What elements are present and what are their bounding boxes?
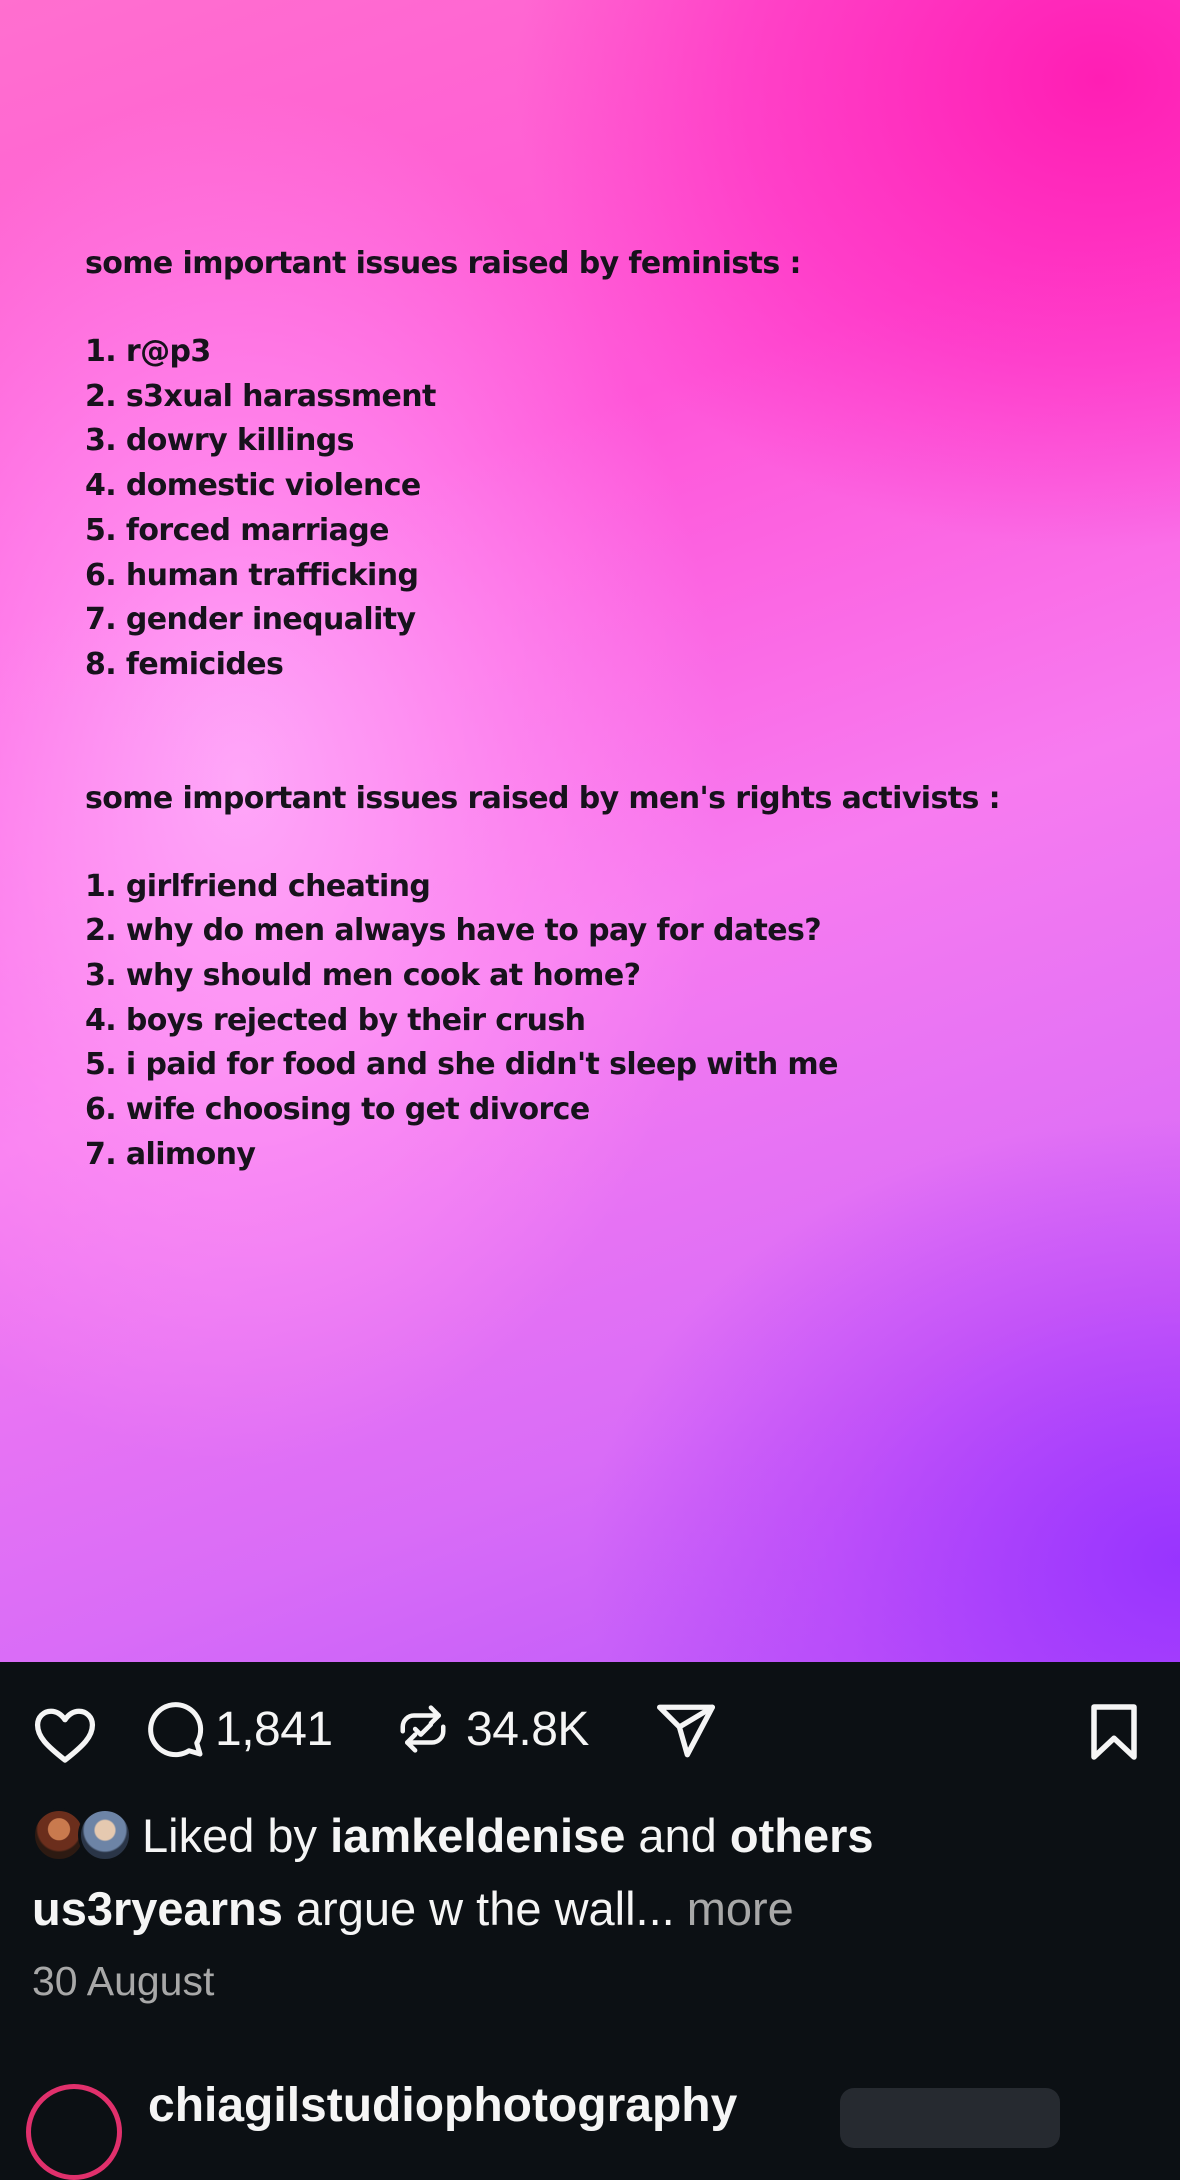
list-item: 5. i paid for food and she didn't sleep with me xyxy=(85,1047,838,1083)
repost-count: 34.8K xyxy=(466,1702,589,1756)
liker-avatars xyxy=(32,1806,132,1864)
list-item: 3. dowry killings xyxy=(85,423,354,459)
avatar[interactable] xyxy=(26,2084,122,2180)
like-button[interactable] xyxy=(33,1706,97,1764)
mra-issues-list xyxy=(85,865,1125,1178)
list-item: 7. alimony xyxy=(85,1136,256,1172)
caption xyxy=(32,1878,794,1938)
liker-username[interactable]: iamkeldenise xyxy=(330,1808,626,1862)
list-item: 6. human trafficking xyxy=(85,557,419,593)
post-actions-bar xyxy=(0,1662,1180,1800)
caption-text: argue w the wall... xyxy=(295,1881,675,1935)
avatar xyxy=(78,1808,132,1862)
list-item: 3. why should men cook at home? xyxy=(85,958,641,994)
list-item: 2. why do men always have to pay for dates? xyxy=(85,913,822,949)
comment-button[interactable] xyxy=(145,1698,333,1760)
bookmark-icon xyxy=(1088,1702,1140,1762)
section-title-feminists: some important issues raised by feminists : xyxy=(85,246,801,281)
comment-count: 1,841 xyxy=(215,1702,333,1756)
list-item: 7. gender inequality xyxy=(85,602,416,638)
share-button[interactable] xyxy=(654,1702,718,1760)
caption-more-link[interactable]: more xyxy=(686,1881,794,1935)
repost-button[interactable] xyxy=(396,1698,589,1760)
next-post-header xyxy=(0,2060,1180,2132)
save-button[interactable] xyxy=(1088,1702,1140,1762)
post-text xyxy=(85,242,1125,1178)
likes-prefix: Liked by xyxy=(142,1808,318,1862)
list-item: 1. r@p3 xyxy=(85,334,211,369)
list-item: 2. s3xual harassment xyxy=(85,378,436,414)
list-item: 4. boys rejected by their crush xyxy=(85,1002,586,1038)
list-item: 8. femicides xyxy=(85,646,284,682)
repost-icon xyxy=(396,1698,450,1760)
list-item: 1. girlfriend cheating xyxy=(85,868,431,904)
feminist-issues-list xyxy=(85,330,1125,688)
likes-summary[interactable] xyxy=(32,1806,874,1864)
next-post-username[interactable]: chiagilstudiophotography xyxy=(148,2079,738,2132)
heart-icon xyxy=(33,1706,97,1764)
list-item: 4. domestic violence xyxy=(85,468,421,504)
likes-others-link[interactable]: others xyxy=(729,1808,874,1862)
list-item: 5. forced marriage xyxy=(85,512,389,548)
list-item: 6. wife choosing to get divorce xyxy=(85,1092,590,1128)
comment-icon xyxy=(145,1698,205,1760)
likes-joiner: and xyxy=(638,1808,717,1862)
follow-button[interactable] xyxy=(840,2088,1060,2148)
section-title-mra: some important issues raised by men's rights activists : xyxy=(85,780,1000,816)
caption-username[interactable]: us3ryearns xyxy=(32,1881,283,1935)
post-date: 30 August xyxy=(32,1958,215,2004)
share-icon xyxy=(654,1702,718,1760)
